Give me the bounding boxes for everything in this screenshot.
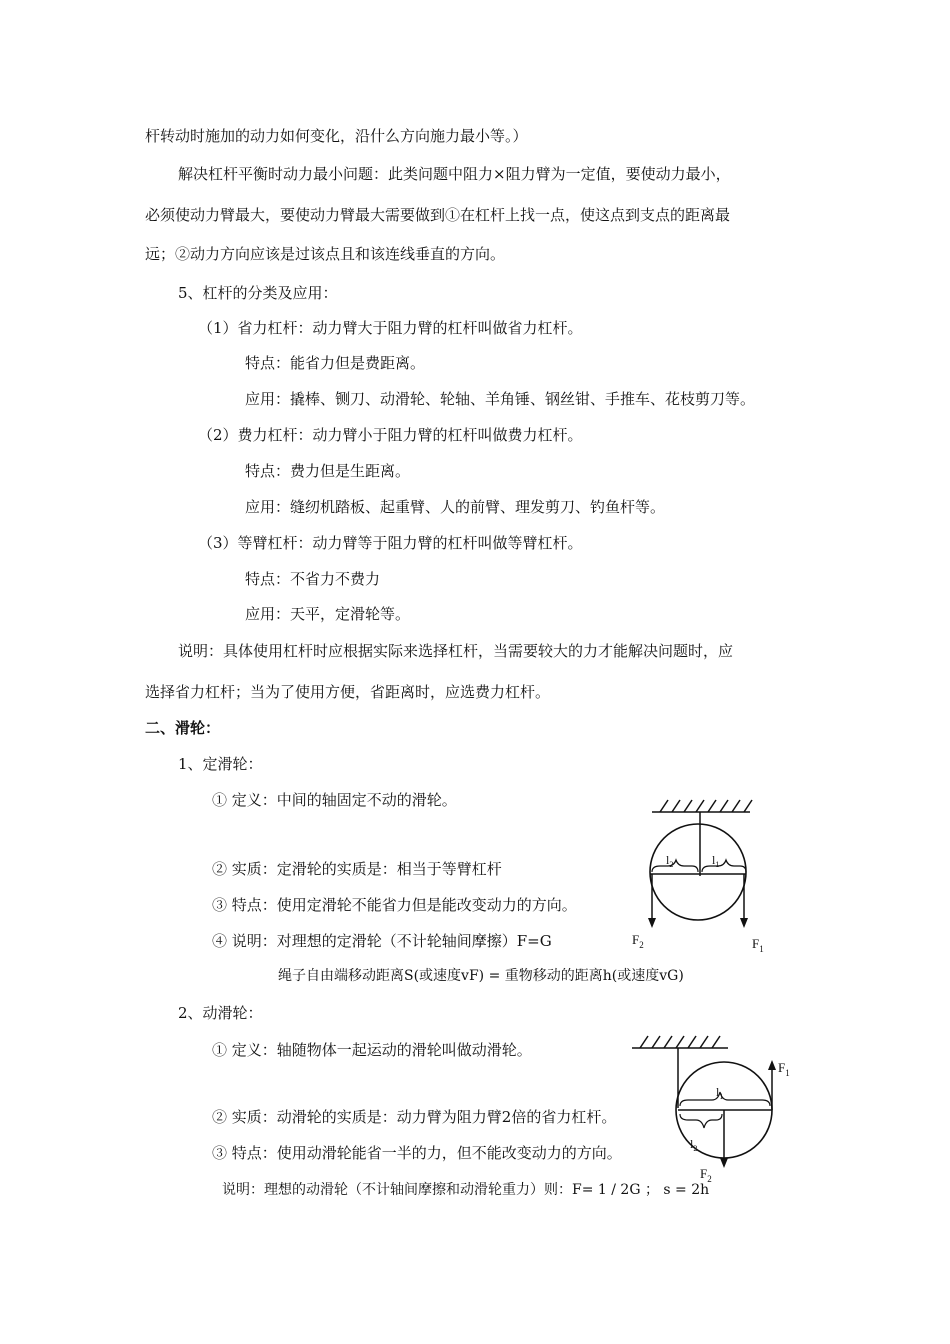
lever-type-definition: （2）费力杠杆：动力臂小于阻力臂的杠杆叫做费力杠杆。 — [198, 426, 583, 444]
lever-type-feature: 特点：不省力不费力 — [245, 570, 381, 588]
movable-pulley-feature: ③ 特点：使用动滑轮能省一半的力，但不能改变动力的方向。 — [212, 1144, 622, 1162]
movable-pulley-definition: ① 定义：轴随物体一起运动的滑轮叫做动滑轮。 — [212, 1041, 532, 1059]
label-f1: $F_1$ — [752, 936, 764, 954]
subsection-heading: 1、定滑轮： — [178, 755, 263, 773]
lever-type-definition: （1）省力杠杆：动力臂大于阻力臂的杠杆叫做省力杠杆。 — [198, 319, 583, 337]
text-line: 说明：具体使用杠杆时应根据实际来选择杠杆，当需要较大的力才能解决问题时，应 — [178, 642, 734, 660]
movable-pulley-note: 说明：理想的动滑轮（不计轴间摩擦和动滑轮重力）则：F= 1 / 2G ； s = 2h — [222, 1182, 710, 1198]
section-heading: 5、杠杆的分类及应用： — [178, 284, 338, 302]
fixed-pulley-feature: ③ 特点：使用定滑轮不能省力但是能改变动力的方向。 — [212, 896, 577, 914]
label-l1: $l_1$ — [716, 1085, 724, 1101]
text-line: 选择省力杠杆；当为了使用方便，省距离时，应选费力杠杆。 — [145, 683, 551, 701]
subsection-heading: 2、动滑轮： — [178, 1004, 263, 1022]
label-f2: $F_2$ — [700, 1166, 712, 1184]
lever-type-application: 应用：缝纫机踏板、起重臂、人的前臂、理发剪刀、钓鱼杆等。 — [245, 498, 666, 516]
label-l1: $l_1$ — [712, 853, 720, 869]
ceiling — [632, 1036, 728, 1048]
label-l2: $l_2$ — [690, 1137, 698, 1153]
movable-pulley-essence: ② 实质：动滑轮的实质是：动力臂为阻力臂2倍的省力杠杆。 — [212, 1108, 617, 1126]
fixed-pulley-note-2: 绳子自由端移动距离S(或速度vF) = 重物移动的距离h(或速度vG) — [278, 968, 684, 984]
text-line: 解决杠杆平衡时动力最小问题：此类问题中阻力×阻力臂为一定值，要使动力最小， — [178, 165, 731, 183]
fixed-pulley-definition: ① 定义：中间的轴固定不动的滑轮。 — [212, 791, 457, 809]
section-heading: 二、滑轮： — [145, 719, 221, 737]
fixed-pulley-essence: ② 实质：定滑轮的实质是：相当于等臂杠杆 — [212, 860, 502, 878]
label-l2: $l_2$ — [666, 853, 674, 869]
text-line: 必须使动力臂最大，要使动力臂最大需要做到①在杠杆上找一点，使这点到支点的距离最 — [145, 206, 731, 224]
lever-type-definition: （3）等臂杠杆：动力臂等于阻力臂的杠杆叫做等臂杠杆。 — [198, 534, 583, 552]
arrow-f2 — [720, 1158, 728, 1168]
lever-type-application: 应用：撬棒、铡刀、动滑轮、轮轴、羊角锤、钢丝钳、手推车、花枝剪刀等。 — [245, 390, 756, 408]
label-f1: $F_1$ — [778, 1060, 790, 1078]
text-line: 杆转动时施加的动力如何变化，沿什么方向施力最小等。） — [145, 127, 528, 145]
text-line: 远；②动力方向应该是过该点且和该连线垂直的方向。 — [145, 245, 506, 263]
brace-l1 — [680, 1092, 770, 1106]
label-f2: $F_2$ — [632, 932, 644, 950]
brace-l2 — [680, 1114, 722, 1128]
fixed-pulley-note: ④ 说明：对理想的定滑轮（不计轮轴间摩擦）F=G — [212, 932, 552, 950]
arrow-f1 — [768, 1060, 776, 1070]
lever-type-feature: 特点：能省力但是费距离。 — [245, 354, 426, 372]
lever-type-feature: 特点：费力但是生距离。 — [245, 462, 411, 480]
lever-type-application: 应用：天平，定滑轮等。 — [245, 605, 411, 623]
